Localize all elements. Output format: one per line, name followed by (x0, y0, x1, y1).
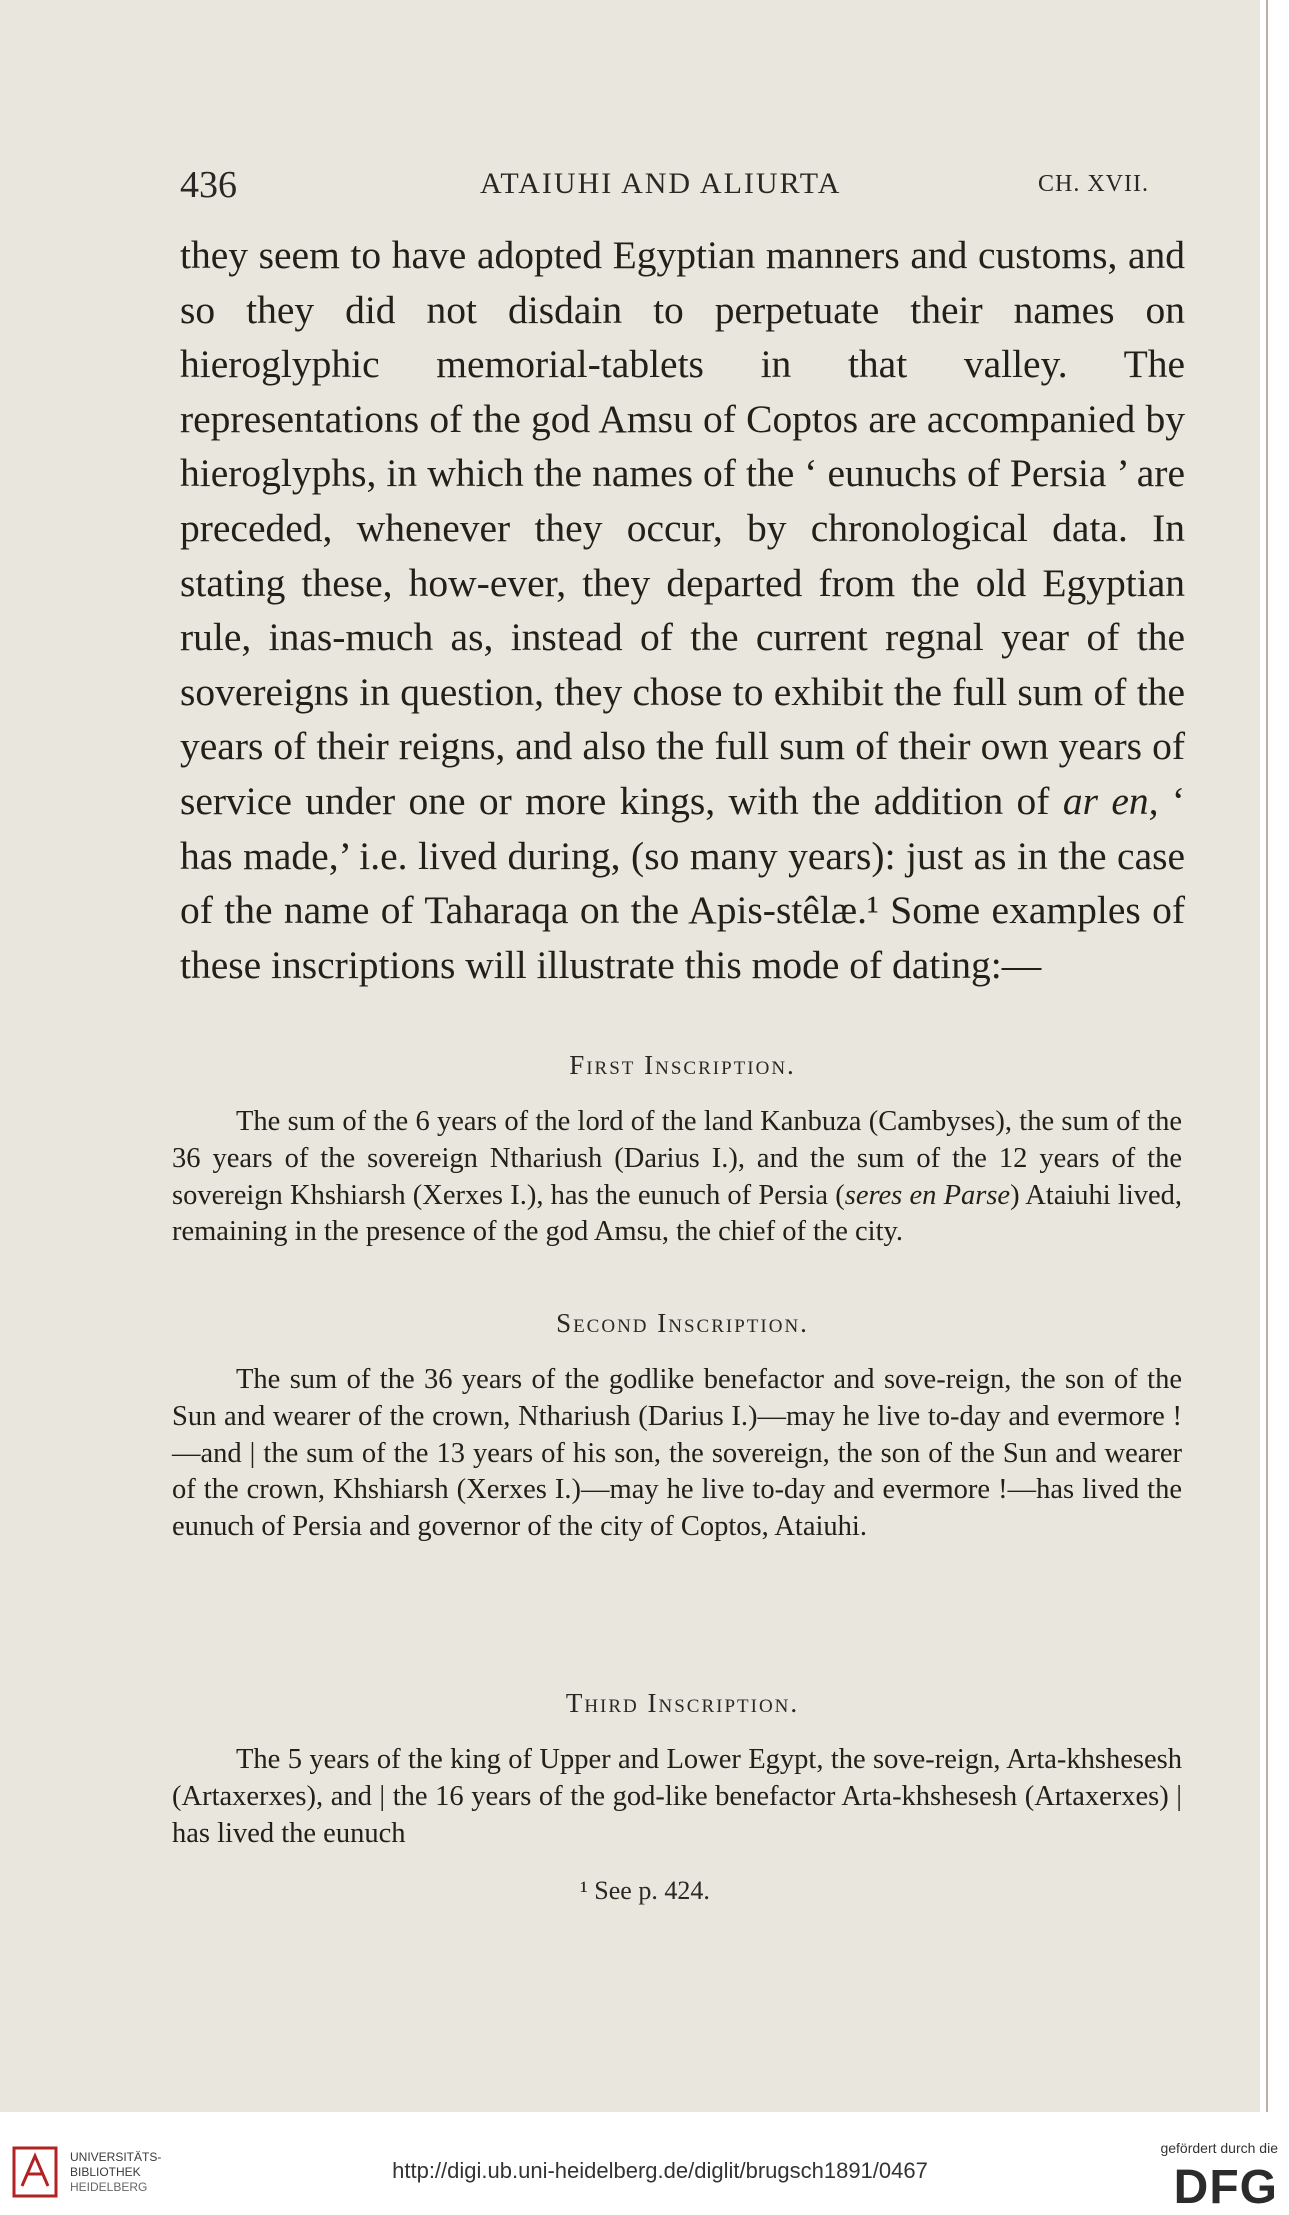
inscription-text (172, 1104, 1182, 1251)
inscription-heading: First Inscription. (569, 1050, 796, 1080)
page-number: 436 (180, 164, 237, 206)
source-url[interactable]: http://digi.ub.uni-heidelberg.de/diglit/brugsch1891/0467 (392, 2158, 928, 2183)
main-paragraph (180, 228, 1185, 992)
inscription-paragraph: The sum of the 36 years of the godlike benefactor and sove-reign, the son of the Sun and wearer of the crown, Nthariush (Darius I.)—may he live to-day and evermore !—and | the sum of the 13 years of his son, the sovereign, the son of the Sun and wearer of the crown, Khshiarsh (Xerxes I.)—may he live to-day and evermore !—has lived the eunuch of Persia and governor of the city of Coptos, Ataiuhi. (172, 1364, 1182, 1543)
running-header (180, 163, 1200, 213)
library-name (70, 2150, 190, 2195)
dfg-logo: DFG (1173, 2161, 1278, 2214)
paragraph-text (180, 228, 1185, 992)
inscription-text (172, 1362, 1182, 1546)
inscription-paragraph: The 5 years of the king of Upper and Lower Egypt, the sove-reign, Arta-khshesesh (Artaxerxes), and | the 16 years of the god-like benefactor Arta-khshesesh (Artaxerxes) | has lived the eunuch (172, 1744, 1182, 1849)
inscription-heading: Third Inscription. (565, 1688, 800, 1718)
library-line: BIBLIOTHEK (70, 2165, 141, 2179)
inscription-heading: Second Inscription. (556, 1308, 809, 1338)
inscription-part: The sum of the 6 years of the lord of the land Kanbuza (Cambyses), the sum of the 36 years of the sovereign Nthariush (Darius I.), and the sum of the 12 years of the sovereign Khshiarsh (Xerxes I.), has the eunuch of Persia ( (172, 1106, 1182, 1211)
running-title: ATAIUHI AND ALIURTA (480, 167, 842, 200)
footnote: ¹ See p. 424. (580, 1876, 710, 1905)
library-line: UNIVERSITÄTS- (70, 2150, 162, 2164)
italic-term: ar en, (1062, 778, 1159, 823)
chapter-label: CH. XVII. (1038, 171, 1149, 197)
library-line: HEIDELBERG (70, 2180, 148, 2194)
inscription-text (172, 1742, 1182, 1852)
paragraph-part-1: they seem to have adopted Egyptian manners and customs, and so they did not disdain to perpetuate their names on hieroglyphic memorial-tablets in that valley. The representations of the god Amsu of Coptos are accompanied by hieroglyphs, in which the names of the ‘ eunuchs of Persia ’ are preceded, whenever they occur, by chronological data. In stating these, how-ever, they departed from the old Egyptian rule, inas-much as, instead of the current regnal year of the sovereigns in question, they chose to exhibit the full sum of the years of their reigns, and also the full sum of their own years of service under one or more kings, with the addition of (180, 233, 1185, 823)
inscription-part: ) Ataiuhi lived, remaining in the presence of the god Amsu, the chief of the city. (172, 1179, 1183, 1248)
funding-caption: gefördert durch die (1160, 2140, 1278, 2156)
inscription-italic: seres en Parse (844, 1179, 1011, 1211)
inscription-paragraph (172, 1104, 1182, 1251)
library-logo-icon (12, 2146, 58, 2198)
page-spine-edge (1266, 0, 1268, 2112)
paragraph-part-2: ‘ has made,’ i.e. lived during, (so many years): just as in the case of the name of Taharaqa on the Apis-stêlæ.¹ Some examples of these inscriptions will illustrate this mode of dating:— (180, 778, 1186, 987)
